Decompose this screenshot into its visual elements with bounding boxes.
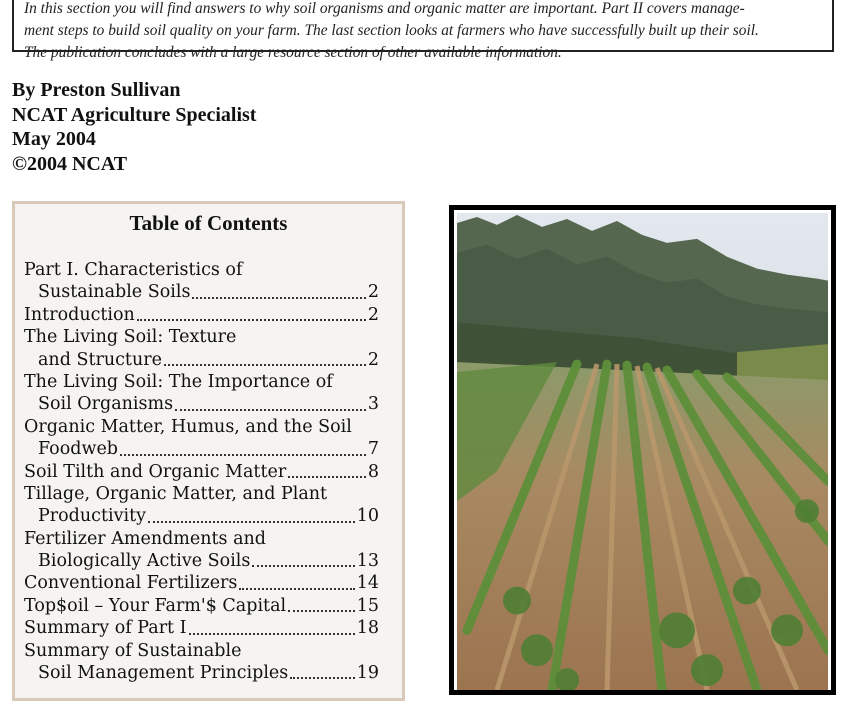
toc-leader-dots: [137, 319, 366, 321]
toc-entry: [24, 349, 379, 371]
toc-leader-dots: [175, 409, 366, 411]
toc-entry-label: Foodweb: [38, 439, 118, 460]
toc-entry-label: Soil Organisms: [38, 394, 174, 415]
copyright-notice: ©2004 NCAT: [12, 152, 128, 175]
toc-entry-label: Tillage, Organic Matter, and Plant: [24, 483, 328, 504]
toc-page-number: 3: [367, 394, 379, 415]
toc-leader-dots: [148, 521, 355, 523]
toc-entry-label: Summary of Sustainable: [24, 640, 242, 661]
toc-entry-label: Biologically Active Soils: [38, 551, 251, 572]
toc-entry-label: Conventional Fertilizers: [24, 573, 238, 594]
toc-page-number: 2: [367, 304, 379, 325]
toc-entry-label: Sustainable Soils: [38, 282, 191, 303]
toc-leader-dots: [288, 610, 355, 612]
toc-entry-label: Introduction: [24, 304, 135, 325]
toc-entry-label: Fertilizer Amendments and: [24, 528, 267, 549]
toc-entry-label: Soil Management Principles: [38, 663, 289, 684]
toc-page-number: 13: [356, 551, 379, 572]
author-byline: [12, 78, 256, 176]
toc-entry: [24, 259, 379, 281]
toc-title: Table of Contents: [129, 211, 288, 235]
farm-photo-frame: [449, 205, 836, 695]
toc-leader-dots: [290, 677, 354, 679]
publication-date: May 2004: [12, 128, 96, 150]
toc-page-number: 2: [367, 282, 379, 303]
toc-leader-dots: [239, 588, 354, 590]
toc-page-number: 2: [367, 349, 379, 370]
author-role: NCAT Agriculture Specialist: [12, 103, 257, 126]
toc-entry: [24, 572, 379, 594]
toc-entry-label: Summary of Part I: [24, 618, 187, 639]
toc-entry: [24, 528, 379, 550]
toc-entry: [24, 483, 379, 505]
toc-page-number: 15: [356, 595, 379, 616]
intro-line-2: ment steps to build soil quality on your farm. The last section looks at farmers who have successfully built up their soil.: [24, 22, 759, 39]
toc-entry-label: Soil Tilth and Organic Matter: [24, 461, 287, 482]
toc-entry: [24, 662, 379, 684]
author-name: By Preston Sullivan: [12, 79, 181, 101]
toc-page-number: 18: [356, 618, 379, 639]
toc-entry: [24, 505, 379, 527]
toc-entry: [24, 393, 379, 415]
toc-leader-dots: [288, 476, 366, 478]
toc-leader-dots: [189, 633, 355, 635]
toc-entry: [24, 416, 379, 438]
toc-entry: [24, 281, 379, 303]
toc-page-number: 10: [356, 506, 379, 527]
crop-rows-image: [457, 213, 828, 690]
intro-line-3: The publication concludes with a large resource section of other available information.: [24, 44, 562, 61]
toc-leader-dots: [252, 565, 354, 567]
toc-page-number: 7: [367, 439, 379, 460]
table-of-contents: [12, 201, 405, 701]
toc-entry-label: Organic Matter, Humus, and the Soil: [24, 416, 352, 437]
toc-entry: [24, 326, 379, 348]
toc-entry: [24, 371, 379, 393]
toc-entry-label: Part I. Characteristics of: [24, 260, 243, 280]
toc-entry-label: The Living Soil: The Importance of: [24, 371, 333, 392]
toc-leader-dots: [192, 297, 365, 299]
toc-entry: [24, 617, 379, 639]
toc-leader-dots: [120, 454, 366, 456]
crop-rows-photo: [457, 213, 828, 690]
toc-entry-label: Productivity: [38, 506, 146, 527]
toc-entry-label: and Structure: [38, 349, 162, 370]
toc-entry-label: The Living Soil: Texture: [24, 327, 237, 348]
toc-entry: [24, 550, 379, 572]
toc-entry: [24, 640, 379, 662]
toc-entry: [24, 461, 379, 483]
intro-line-1: In this section you will find answers to why soil organisms and organic matter are important. Part II covers manage-: [24, 0, 745, 17]
intro-summary-box: [12, 0, 834, 61]
toc-entry: [24, 438, 379, 460]
toc-leader-dots: [164, 364, 366, 366]
toc-entry: [24, 595, 379, 617]
toc-entry: [24, 304, 379, 326]
toc-page-number: 14: [356, 573, 379, 594]
toc-page-number: 8: [367, 461, 379, 482]
toc-entry-label: Top$oil – Your Farm'$ Capital: [24, 595, 287, 616]
toc-page-number: 19: [356, 663, 379, 684]
toc-list: [24, 259, 379, 684]
